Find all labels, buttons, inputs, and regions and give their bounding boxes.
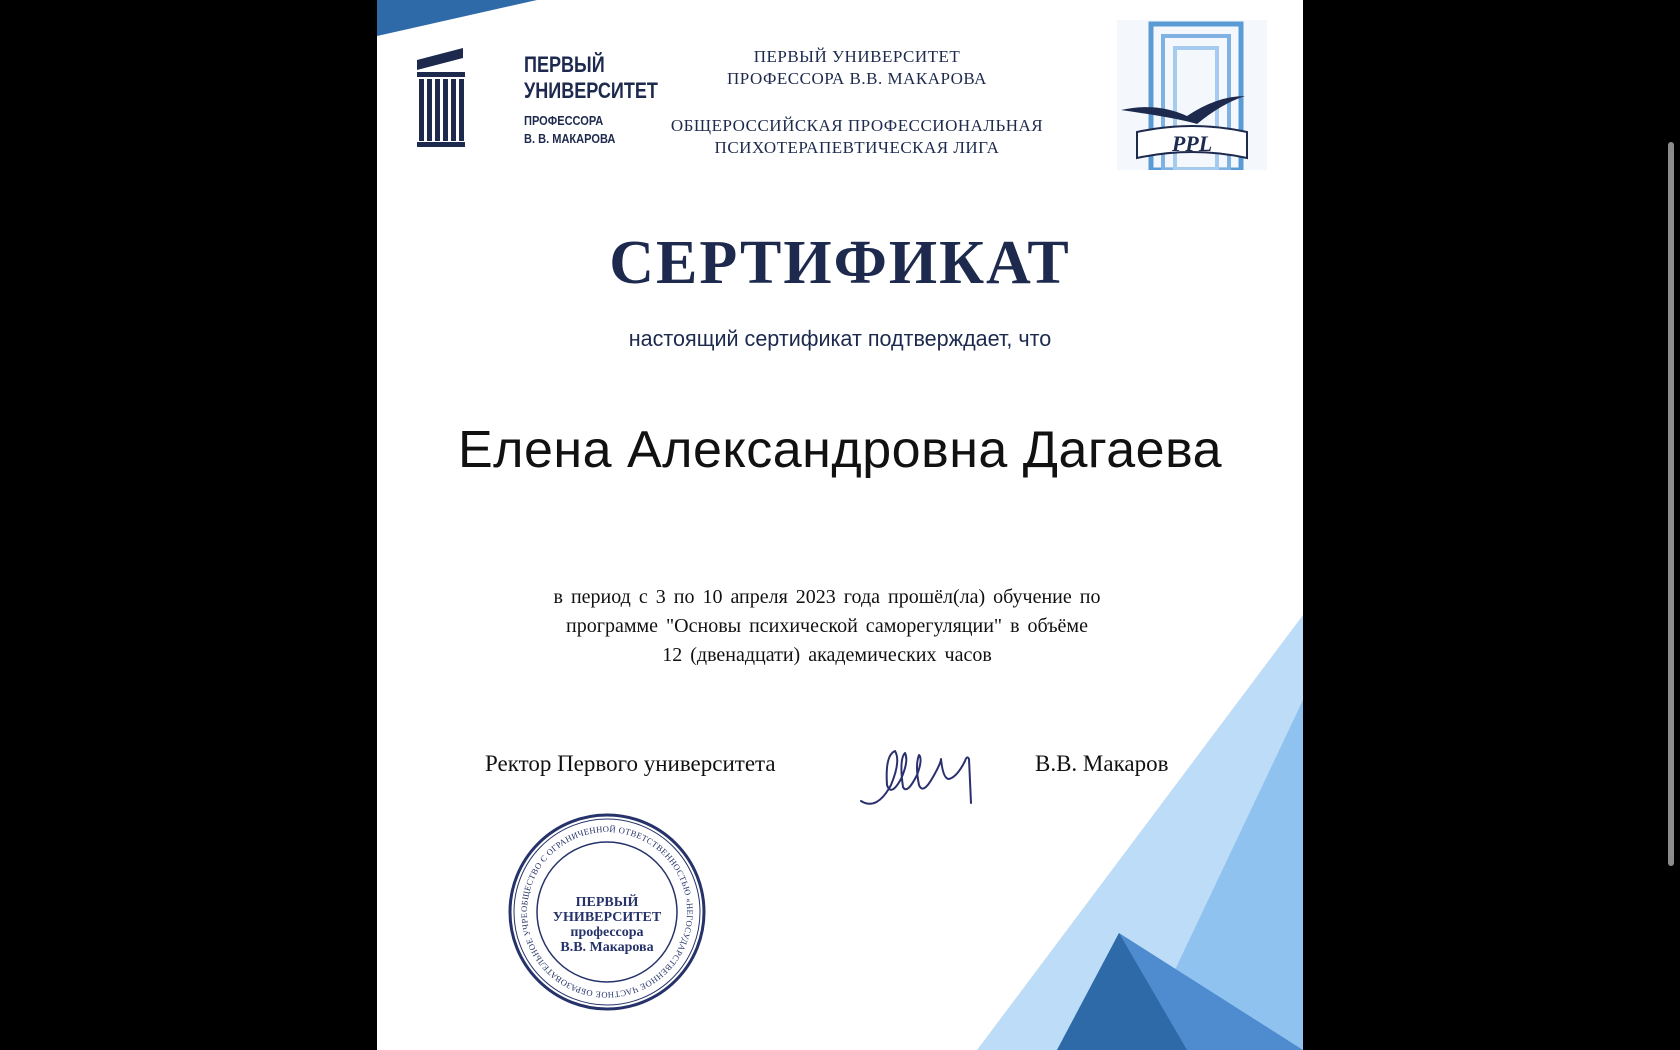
certificate-subtitle: настоящий сертификат подтверждает, что [628, 326, 1052, 351]
logo-name: ПЕРВЫЙ УНИВЕРСИТЕТ [524, 52, 658, 103]
logo-subtitle: ПРОФЕССОРА В. В. МАКАРОВА [524, 113, 616, 146]
top-left-triangle [377, 0, 537, 36]
body-line-3: 12 (двенадцати) академических часов [662, 644, 992, 666]
recipient-name: Елена Александровна Дагаева [457, 421, 1223, 479]
certificate-page [377, 0, 1303, 1050]
body-line-2: программе "Основы психической саморегуляции" в объёме [566, 615, 1088, 637]
signer-name: В.В. Макаров [1035, 751, 1169, 776]
university-logo [413, 48, 658, 148]
rector-label: Ректор Первого университета [485, 751, 776, 776]
official-seal [507, 812, 707, 1012]
column-icon [413, 48, 469, 148]
certificate-title: СЕРТИФИКАТ [609, 229, 1071, 297]
certificate-body [467, 583, 1187, 670]
signature-image [857, 725, 1017, 815]
body-line-1: в период с 3 по 10 апреля 2023 года прошёл(ла) обучение по [553, 586, 1101, 608]
header-org-university: ПЕРВЫЙ УНИВЕРСИТЕТ ПРОФЕССОРА В.В. МАКАРОВА [727, 47, 987, 88]
league-logo [1117, 20, 1267, 170]
seal-ring-text: ОБЩЕСТВО С ОГРАНИЧЕННОЙ ОТВЕТСТВЕННОСТЬЮ «НЕГОСУДАРСТВЕННОЕ ЧАСТНОЕ ОБРАЗОВАТЕЛЬНОЕ УЧРЕ [518, 823, 696, 1001]
header-org-league: ОБЩЕРОССИЙСКАЯ ПРОФЕССИОНАЛЬНАЯ ПСИХОТЕРАПЕВТИЧЕСКАЯ ЛИГА [670, 116, 1044, 157]
league-logo-text: PPL [1171, 131, 1213, 156]
seal-center-text: ПЕРВЫЙ УНИВЕРСИТЕТ профессора В.В. Макарова [552, 895, 662, 955]
vertical-scrollbar[interactable] [1668, 142, 1674, 866]
